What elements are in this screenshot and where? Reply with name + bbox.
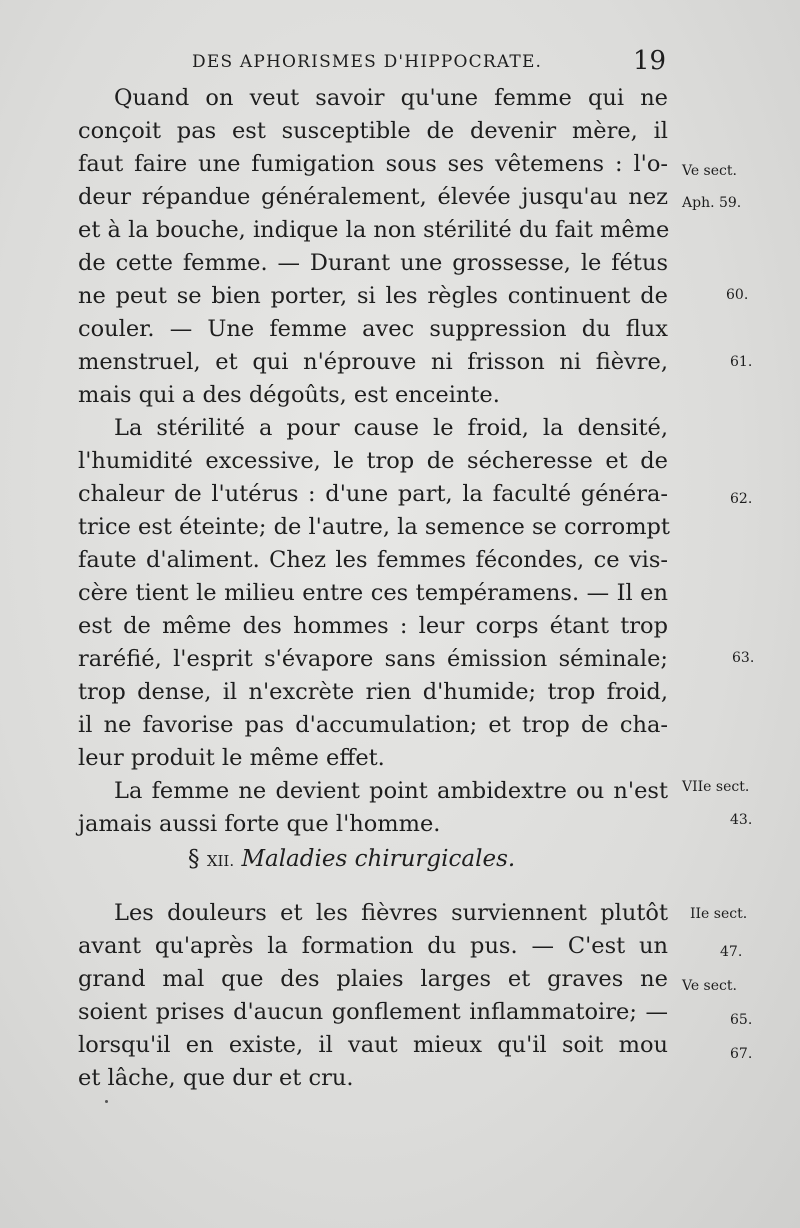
page-header [0, 44, 800, 84]
text-line: lorsqu'il en existe, il vaut mieux qu'il soit mou [78, 1032, 668, 1058]
text-line: conçoit pas est susceptible de devenir mère, il [78, 118, 668, 144]
text-line: chaleur de l'utérus : d'une part, la faculté généra- [78, 481, 668, 507]
margin-note: 62. [730, 491, 753, 507]
text-line: jamais aussi forte que l'homme. [78, 811, 441, 837]
text-line: raréfié, l'esprit s'évapore sans émission séminale; [78, 646, 668, 672]
margin-note: 47. [720, 944, 743, 960]
text-line: menstruel, et qui n'éprouve ni frisson ni fièvre, [78, 349, 668, 375]
margin-note: 43. [730, 812, 753, 828]
text-line: faute d'aliment. Chez les femmes fécondes, ce vis- [78, 547, 668, 573]
text-line: leur produit le même effet. [78, 745, 385, 771]
text-line: ne peut se bien porter, si les règles continuent de [78, 283, 668, 309]
text-line: La stérilité a pour cause le froid, la densité, [114, 415, 668, 441]
text-line: il ne favorise pas d'accumulation; et trop de cha- [78, 712, 668, 738]
text-line: Quand on veut savoir qu'une femme qui ne [114, 85, 668, 111]
text-line: mais qui a des dégoûts, est enceinte. [78, 382, 500, 408]
text-line: Les douleurs et les fièvres surviennent plutôt [114, 900, 668, 926]
text-line: est de même des hommes : leur corps étant trop [78, 613, 668, 639]
text-line: trop dense, il n'excrète rien d'humide; trop froid, [78, 679, 668, 705]
margin-note: IIe sect. [690, 906, 748, 922]
margin-note: Ve sect. [682, 163, 737, 179]
text-line: cère tient le milieu entre ces tempéramens. — Il en [78, 580, 668, 606]
page-number: 19 [633, 46, 667, 76]
section-symbol: § [188, 846, 200, 872]
text-line: grand mal que des plaies larges et graves ne [78, 966, 668, 992]
margin-note: 63. [732, 650, 755, 666]
margin-note: 67. [730, 1046, 753, 1062]
text-line: et à la bouche, indique la non stérilité du fait même [78, 217, 670, 243]
section-heading [188, 843, 515, 877]
text-line: et lâche, que dur et cru. [78, 1065, 354, 1091]
margin-note: 60. [726, 287, 749, 303]
text-line: soient prises d'aucun gonflement inflammatoire; — [78, 999, 668, 1025]
text-line: couler. — Une femme avec suppression du flux [78, 316, 668, 342]
ink-speck [105, 1100, 108, 1103]
margin-note: 65. [730, 1012, 753, 1028]
text-line: faut faire une fumigation sous ses vêtemens : l'o- [78, 151, 668, 177]
margin-note: VIIe sect. [682, 779, 750, 795]
margin-note: 61. [730, 354, 753, 370]
text-line: trice est éteinte; de l'autre, la semence se corrompt [78, 514, 670, 540]
text-line: de cette femme. — Durant une grossesse, le fétus [78, 250, 668, 276]
text-line: avant qu'après la formation du pus. — C'est un [78, 933, 668, 959]
running-title: DES APHORISMES D'HIPPOCRATE. [192, 52, 543, 72]
section-number: XII. [206, 852, 235, 870]
section-title: Maladies chirurgicales. [241, 846, 516, 872]
margin-note: Ve sect. [682, 978, 737, 994]
text-line: deur répandue généralement, élevée jusqu'au nez [78, 184, 668, 210]
text-line: La femme ne devient point ambidextre ou n'est [114, 778, 668, 804]
margin-note: Aph. 59. [682, 195, 742, 211]
text-line: l'humidité excessive, le trop de sécheresse et de [78, 448, 668, 474]
